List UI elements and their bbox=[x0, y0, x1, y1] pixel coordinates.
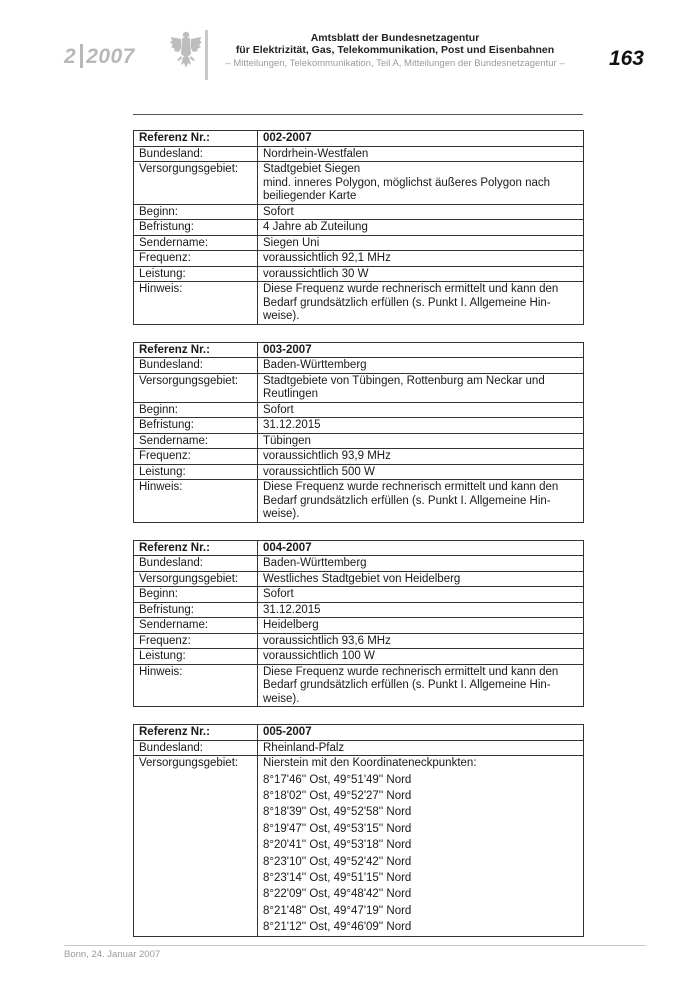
frequenz-value: voraussichtlich 93,6 MHz bbox=[258, 633, 584, 649]
leistung-value: voraussichtlich 30 W bbox=[258, 266, 584, 282]
versorgung-line: beiliegender Karte bbox=[263, 190, 357, 202]
table-row bbox=[134, 251, 584, 267]
publication-subtitle: – Mitteilungen, Telekommunikation, Teil A, Mitteilungen der Bundesnetzagentur – bbox=[225, 58, 565, 69]
bundesland-label: Bundesland: bbox=[134, 556, 258, 572]
table-row bbox=[134, 480, 584, 523]
bundesland-value: Baden-Württemberg bbox=[258, 358, 584, 374]
reference-table bbox=[133, 342, 584, 523]
sendername-label: Sendername: bbox=[134, 618, 258, 634]
befristung-value: 31.12.2015 bbox=[258, 602, 584, 618]
versorgung-label: Versorgungsgebiet: bbox=[134, 571, 258, 587]
bundesland-label: Bundesland: bbox=[134, 358, 258, 374]
beginn-value: Sofort bbox=[258, 587, 584, 603]
hinweis-line: Bedarf grundsätzlich erfüllen (s. Punkt I. Allgemeine Hin- bbox=[263, 679, 551, 691]
hinweis-label: Hinweis: bbox=[134, 664, 258, 707]
table-row bbox=[134, 342, 584, 358]
hinweis-value bbox=[258, 282, 584, 325]
ref-value: 002-2007 bbox=[258, 131, 584, 147]
header-rule bbox=[133, 114, 583, 115]
hinweis-line: Diese Frequenz wurde rechnerisch ermittelt und kann den bbox=[263, 665, 559, 678]
beginn-value: Sofort bbox=[258, 402, 584, 418]
coordinate-point: 8°18'39'' Ost, 49°52'58'' Nord bbox=[263, 806, 412, 819]
table-row bbox=[134, 146, 584, 162]
ref-label: Referenz Nr.: bbox=[134, 131, 258, 147]
frequenz-label: Frequenz: bbox=[134, 251, 258, 267]
befristung-value: 4 Jahre ab Zuteilung bbox=[258, 220, 584, 236]
hinweis-label: Hinweis: bbox=[134, 480, 258, 523]
beginn-label: Beginn: bbox=[134, 587, 258, 603]
sendername-value: Tübingen bbox=[258, 433, 584, 449]
coordinate-point: 8°22'09'' Ost, 49°48'42'' Nord bbox=[263, 888, 412, 901]
table-row bbox=[134, 633, 584, 649]
table-row bbox=[134, 433, 584, 449]
reference-table bbox=[133, 130, 584, 325]
bundesland-value: Nordrhein-Westfalen bbox=[258, 146, 584, 162]
table-row bbox=[134, 235, 584, 251]
leistung-label: Leistung: bbox=[134, 464, 258, 480]
table-row bbox=[134, 664, 584, 707]
issue-year: 2007 bbox=[86, 45, 135, 68]
hinweis-value bbox=[258, 664, 584, 707]
versorgung-line: Nierstein mit den Koordinateneckpunkten: bbox=[263, 757, 477, 769]
hinweis-line: Bedarf grundsätzlich erfüllen (s. Punkt I. Allgemeine Hin- bbox=[263, 494, 551, 507]
publication-title-line2: für Elektrizität, Gas, Telekommunikation, Post und Eisenbahnen bbox=[235, 44, 555, 56]
ref-label: Referenz Nr.: bbox=[134, 342, 258, 358]
table-row bbox=[134, 449, 584, 465]
sendername-label: Sendername: bbox=[134, 433, 258, 449]
bundesland-label: Bundesland: bbox=[134, 146, 258, 162]
table-row bbox=[134, 571, 584, 587]
beginn-label: Beginn: bbox=[134, 402, 258, 418]
table-row bbox=[134, 358, 584, 374]
table-row bbox=[134, 649, 584, 665]
table-row bbox=[134, 162, 584, 205]
reference-tables bbox=[133, 130, 584, 954]
versorgung-line: Stadtgebiet Siegen bbox=[263, 163, 361, 175]
sendername-value: Siegen Uni bbox=[258, 235, 584, 251]
table-row bbox=[134, 373, 584, 402]
table-row bbox=[134, 464, 584, 480]
leistung-value: voraussichtlich 100 W bbox=[258, 649, 584, 665]
frequenz-value: voraussichtlich 93,9 MHz bbox=[258, 449, 584, 465]
coordinate-point: 8°18'02'' Ost, 49°52'27'' Nord bbox=[263, 789, 412, 802]
ref-value: 005-2007 bbox=[258, 725, 584, 741]
header-divider bbox=[205, 30, 208, 80]
ref-value: 004-2007 bbox=[258, 540, 584, 556]
publication-title-line1: Amtsblatt der Bundesnetzagentur bbox=[310, 32, 480, 44]
reference-table bbox=[133, 540, 584, 708]
hinweis-line: Bedarf grundsätzlich erfüllen (s. Punkt I. Allgemeine Hin- bbox=[263, 296, 551, 309]
leistung-label: Leistung: bbox=[134, 266, 258, 282]
issue-divider bbox=[80, 44, 83, 68]
footer-date: Bonn, 24. Januar 2007 bbox=[64, 949, 161, 960]
beginn-value: Sofort bbox=[258, 204, 584, 220]
coordinate-point: 8°21'12'' Ost, 49°46'09'' Nord bbox=[263, 921, 412, 934]
table-row bbox=[134, 418, 584, 434]
versorgung-value: Westliches Stadtgebiet von Heidelberg bbox=[258, 571, 584, 587]
beginn-label: Beginn: bbox=[134, 204, 258, 220]
befristung-value: 31.12.2015 bbox=[258, 418, 584, 434]
versorgung-value bbox=[258, 756, 584, 937]
hinweis-line: weise). bbox=[263, 508, 300, 520]
frequenz-label: Frequenz: bbox=[134, 449, 258, 465]
coordinate-point: 8°23'14'' Ost, 49°51'15'' Nord bbox=[263, 871, 412, 884]
coordinate-point: 8°17'46'' Ost, 49°51'49'' Nord bbox=[263, 773, 412, 786]
ref-label: Referenz Nr.: bbox=[134, 725, 258, 741]
versorgung-value bbox=[258, 373, 584, 402]
frequenz-value: voraussichtlich 92,1 MHz bbox=[258, 251, 584, 267]
coordinate-list bbox=[263, 771, 578, 936]
table-row bbox=[134, 266, 584, 282]
ref-label: Referenz Nr.: bbox=[134, 540, 258, 556]
table-row bbox=[134, 540, 584, 556]
table-row bbox=[134, 204, 584, 220]
leistung-value: voraussichtlich 500 W bbox=[258, 464, 584, 480]
page-number: 163 bbox=[608, 47, 644, 70]
bundesland-label: Bundesland: bbox=[134, 740, 258, 756]
hinweis-line: Diese Frequenz wurde rechnerisch ermittelt und kann den bbox=[263, 283, 559, 295]
ref-value: 003-2007 bbox=[258, 342, 584, 358]
hinweis-line: weise). bbox=[263, 310, 300, 322]
table-row bbox=[134, 402, 584, 418]
table-row bbox=[134, 725, 584, 741]
coordinate-point: 8°20'41'' Ost, 49°53'18'' Nord bbox=[263, 839, 412, 852]
table-row bbox=[134, 131, 584, 147]
footer-rule bbox=[64, 945, 646, 946]
table-row bbox=[134, 756, 584, 937]
publication-title bbox=[215, 32, 575, 56]
table-row bbox=[134, 618, 584, 634]
coordinate-point: 8°23'10'' Ost, 49°52'42'' Nord bbox=[263, 855, 412, 868]
reference-table bbox=[133, 724, 584, 937]
befristung-label: Befristung: bbox=[134, 418, 258, 434]
sendername-value: Heidelberg bbox=[258, 618, 584, 634]
hinweis-line: Diese Frequenz wurde rechnerisch ermittelt und kann den bbox=[263, 481, 559, 493]
table-row bbox=[134, 220, 584, 236]
issue-number: 2 bbox=[64, 45, 77, 68]
hinweis-line: weise). bbox=[263, 692, 300, 705]
versorgung-label: Versorgungsgebiet: bbox=[134, 162, 258, 205]
table-row bbox=[134, 740, 584, 756]
leistung-label: Leistung: bbox=[134, 649, 258, 665]
befristung-label: Befristung: bbox=[134, 220, 258, 236]
versorgung-line: Stadtgebiete von Tübingen, Rottenburg am Neckar und bbox=[263, 374, 545, 387]
federal-eagle-icon bbox=[169, 30, 203, 70]
sendername-label: Sendername: bbox=[134, 235, 258, 251]
table-row bbox=[134, 282, 584, 325]
table-row bbox=[134, 556, 584, 572]
hinweis-label: Hinweis: bbox=[134, 282, 258, 325]
versorgung-line: Reutlingen bbox=[263, 388, 318, 400]
coordinate-point: 8°21'48'' Ost, 49°47'19'' Nord bbox=[263, 904, 412, 917]
hinweis-value bbox=[258, 480, 584, 523]
versorgung-line: mind. inneres Polygon, möglichst äußeres Polygon nach bbox=[263, 176, 551, 189]
table-row bbox=[134, 602, 584, 618]
frequenz-label: Frequenz: bbox=[134, 633, 258, 649]
coordinate-point: 8°19'47'' Ost, 49°53'15'' Nord bbox=[263, 822, 412, 835]
bundesland-value: Baden-Württemberg bbox=[258, 556, 584, 572]
versorgung-value bbox=[258, 162, 584, 205]
bundesland-value: Rheinland-Pfalz bbox=[258, 740, 584, 756]
issue-label bbox=[64, 44, 135, 69]
versorgung-label: Versorgungsgebiet: bbox=[134, 756, 258, 937]
versorgung-label: Versorgungsgebiet: bbox=[134, 373, 258, 402]
befristung-label: Befristung: bbox=[134, 602, 258, 618]
table-row bbox=[134, 587, 584, 603]
